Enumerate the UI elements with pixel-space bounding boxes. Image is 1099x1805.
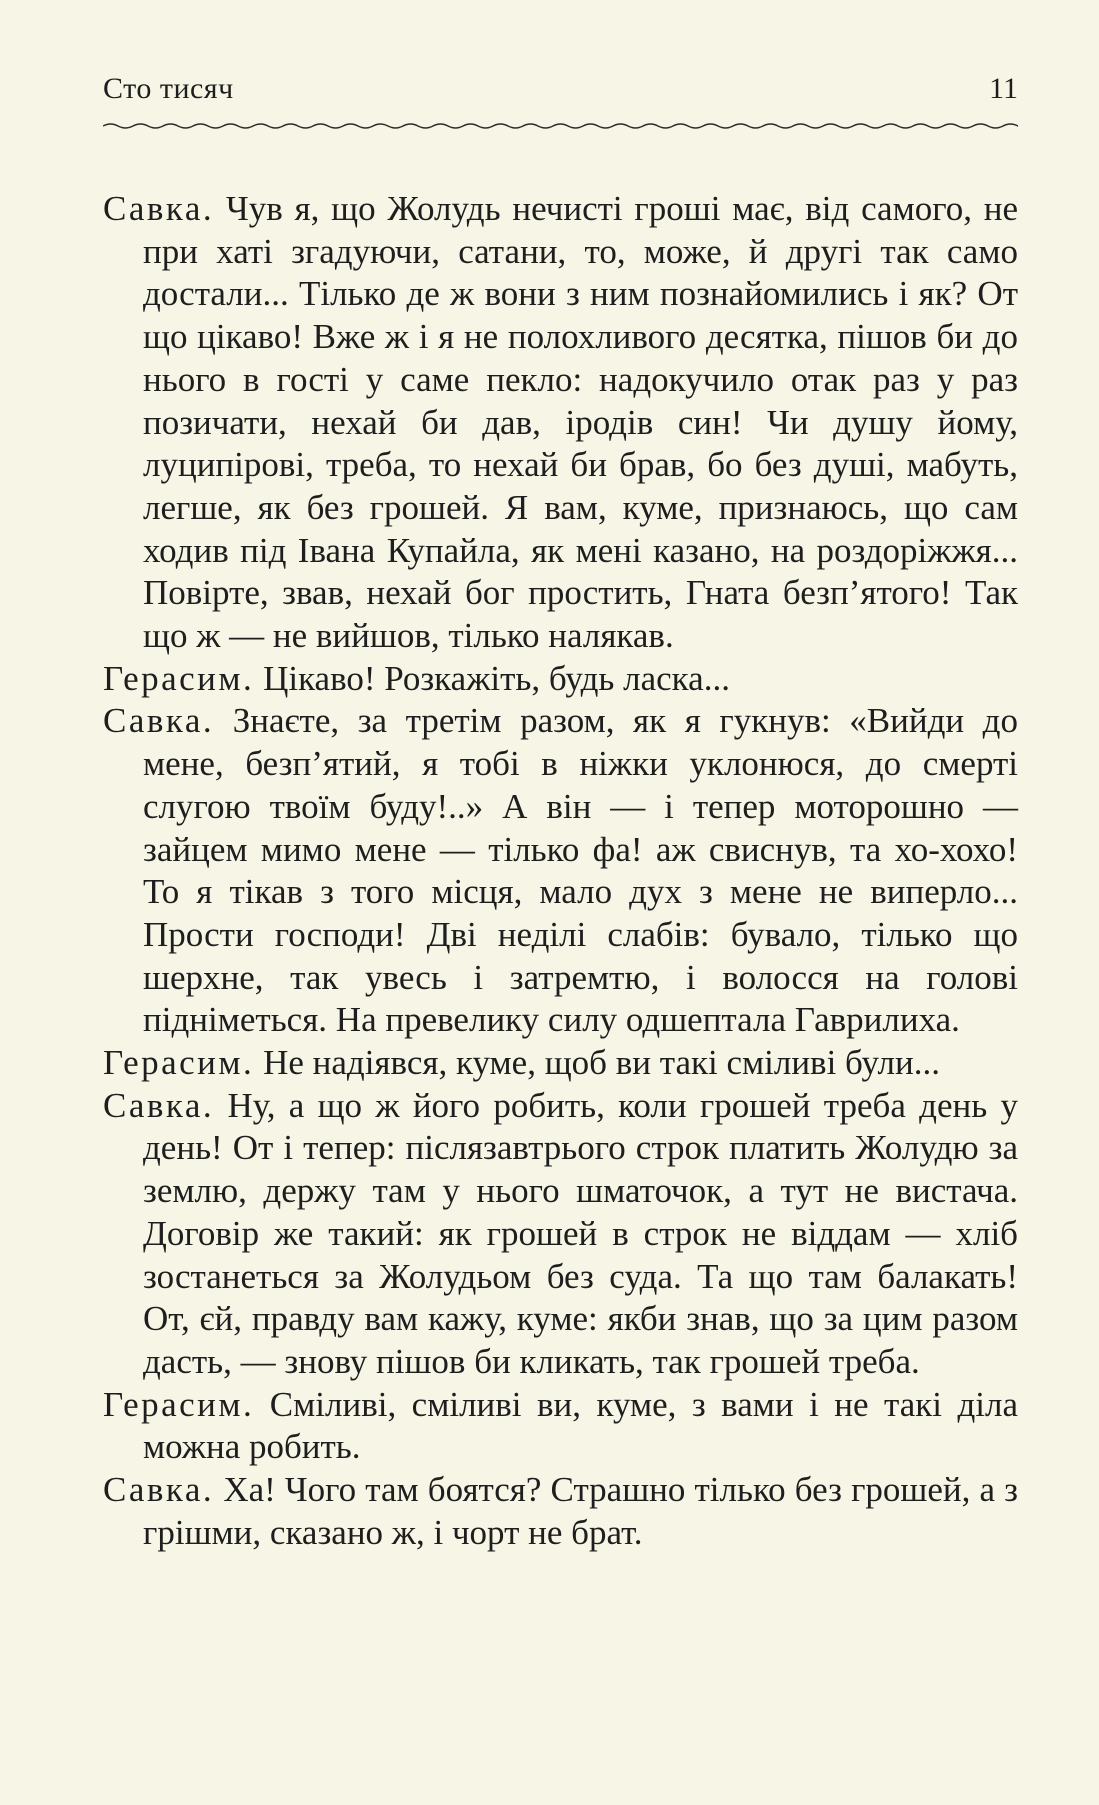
wavy-rule-ornament bbox=[103, 118, 1018, 134]
play-text bbox=[103, 188, 1018, 1555]
speech-text: Цікаво! Розкажіть, будь ласка... bbox=[263, 658, 730, 698]
running-title: Сто тисяч bbox=[103, 72, 234, 105]
speaker-name: Савка. bbox=[103, 189, 215, 228]
speech-block bbox=[103, 1384, 1018, 1469]
speaker-name: Герасим. bbox=[103, 658, 255, 698]
speech-text: Не надіявся, куме, щоб ви такі сміливі були... bbox=[263, 1043, 940, 1083]
speaker-name: Герасим. bbox=[103, 1043, 255, 1083]
running-head bbox=[103, 72, 1018, 122]
speech-block bbox=[103, 658, 1018, 701]
speech-block bbox=[103, 700, 1018, 1042]
speech-block bbox=[103, 1469, 1018, 1554]
speech-text: Знаєте, за третім разом, як я гукнув: «Вийди до мене, безп’ятий, я тобі в ніжки уклонюся, до смерті слугою твоїм буду!..» А він — і тепер моторошно — зайцем мимо мене — тілько фа! аж свиснув, та хо-хохо! То я тікав з того місця, мало дух з мене не виперло... Прости господи! Дві неділі слабів: бувало, тілько що шерхне, так увесь і затремтю, і волосся на голові підніметься. На превелику силу одшептала Гаврилиха. bbox=[143, 701, 1018, 1040]
speech-text: Чув я, що Жолудь нечисті гроші має, від самого, не при хаті згадуючи, сатани, то, може, й другі так само достали... Тілько де ж вони з ним познайомились і як? От що цікаво! Вже ж і я не полохливого десятка, пішов би до нього в гості у саме пекло: надокучило отак раз у раз позичати, нехай би дав, іродів син! Чи душу йому, луципірові, треба, то нехай би брав, бо без душі, мабуть, легше, як без грошей. Я вам, куме, признаюсь, що сам ходив під Івана Купайла, як мені казано, на роздоріжжя... Повірте, звав, нехай бог простить, Гната безп’ятого! Так що ж — не вийшов, тілько налякав. bbox=[143, 189, 1019, 656]
speech-text: Ха! Чого там боятся? Страшно тілько без грошей, а з грішми, сказано ж, і чорт не брат. bbox=[143, 1470, 1019, 1552]
speech-text: Сміливі, сміливі ви, куме, з вами і не такі діла можна робить. bbox=[143, 1384, 1018, 1467]
speech-text: Ну, а що ж його робить, коли грошей треба день у день! От і тепер: післязавтрього строк платить Жолудю за землю, держу там у нього шматочок, а тут не вистача. Договір же такий: як грошей в строк не віддам — хліб зостанеться за Жолудьом без суда. Та що там балакать! От, єй, правду вам кажу, куме: якби знав, що за цим разом дасть, — знову пішов би кликать, так грошей треба. bbox=[143, 1085, 1018, 1381]
page-number: 11 bbox=[989, 72, 1018, 105]
speech-block bbox=[103, 1042, 1018, 1085]
speaker-name: Савка. bbox=[103, 701, 215, 741]
speaker-name: Савка. bbox=[103, 1085, 215, 1125]
speech-block bbox=[103, 1085, 1018, 1384]
speaker-name: Савка. bbox=[103, 1470, 215, 1510]
speaker-name: Герасим. bbox=[103, 1384, 255, 1424]
speech-block bbox=[103, 188, 1018, 658]
